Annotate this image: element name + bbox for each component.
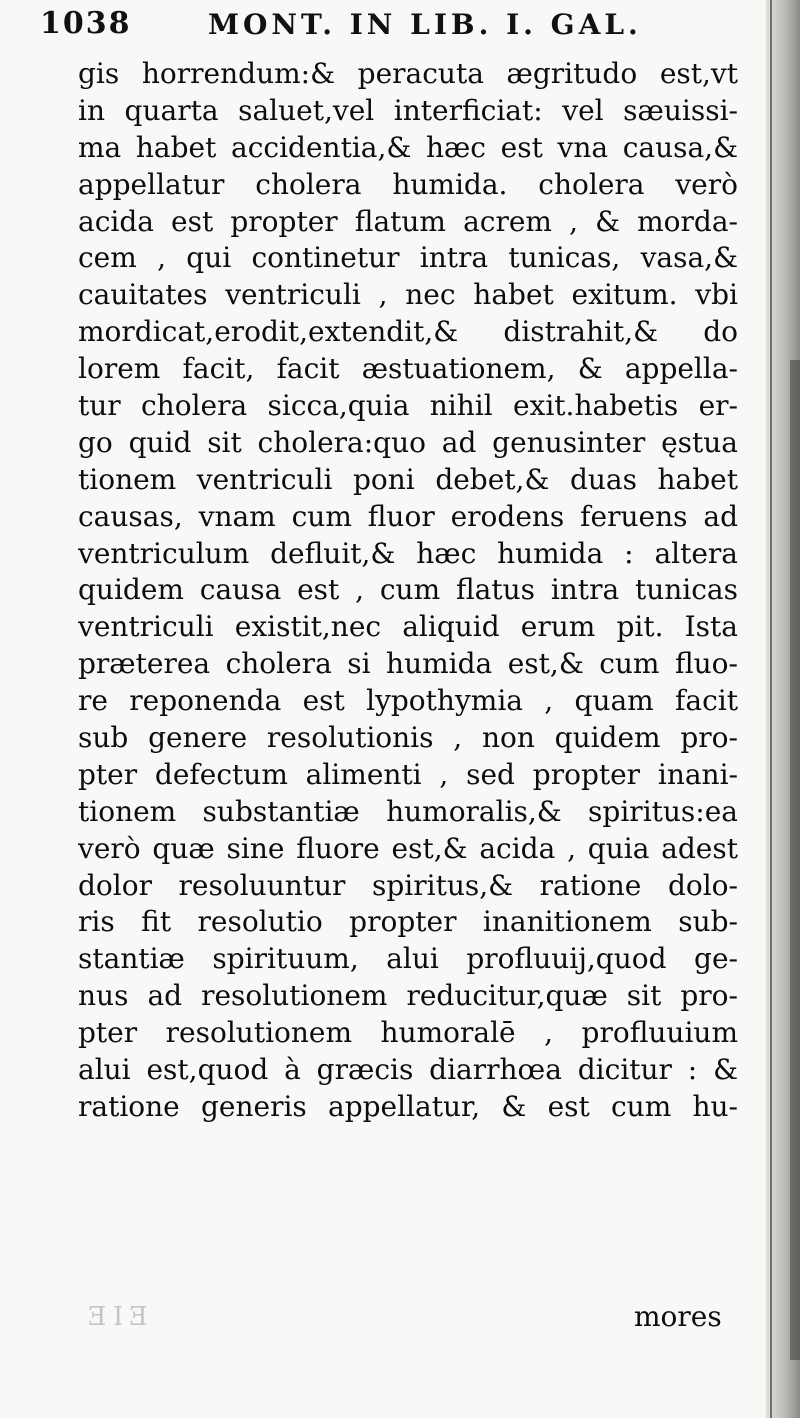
text-line: quidem causa est , cum flatus intra tunicas: [78, 573, 738, 607]
text-line: tionem substantiæ humoralis,& spiritus:ea: [78, 794, 738, 828]
body-text: [78, 56, 738, 1126]
text-line: causas, vnam cum fluor erodens feruens ad: [78, 499, 738, 533]
text-line: nus ad resolutionem reducitur,quæ sit pro-: [78, 979, 738, 1013]
text-line: pter resolutionem humoralē , profluuium: [78, 1016, 738, 1050]
page-edge-shadow: [790, 360, 800, 1360]
text-line: sub genere resolutionis , non quidem pro-: [78, 721, 738, 755]
text-line: ventriculum defluit,& hæc humida : altera: [78, 536, 738, 570]
text-line: verò quæ sine fluore est,& acida , quia adest: [78, 831, 738, 865]
text-line: gis horrendum:& peracuta ægritudo est,vt: [78, 57, 738, 90]
text-line: ventriculi existit,nec aliquid erum pit. Ista: [78, 610, 738, 644]
text-line: tur cholera sicca,quia nihil exit.habetis er-: [78, 389, 738, 423]
catchword: mores: [634, 1300, 722, 1333]
text-line: re reponenda est lypothymia , quam facit: [78, 684, 738, 718]
text-line: lorem facit, facit æstuationem, & appella-: [78, 352, 738, 386]
text-line: pter defectum alimenti , sed propter inani-: [78, 757, 738, 791]
text-line: ratione generis appellatur, & est cum hu-: [78, 1089, 738, 1123]
text-line: cauitates ventriculi , nec habet exitum. vbi: [78, 278, 738, 312]
page-number: 1038: [40, 6, 132, 41]
text-line: appellatur cholera humida. cholera verò: [78, 167, 738, 201]
page-edge-line: [770, 0, 772, 1418]
text-line: acida est propter flatum acrem , & morda-: [78, 204, 738, 238]
bleed-through-mark: ƎIƎ: [88, 1302, 155, 1332]
text-line: cem , qui continetur intra tunicas, vasa,&: [78, 241, 738, 275]
text-line: tionem ventriculi poni debet,& duas habet: [78, 462, 738, 496]
text-line: in quarta saluet,vel interficiat: vel sæuissi-: [78, 93, 738, 127]
text-line: mordicat,erodit,extendit,& distrahit,& do: [78, 315, 738, 349]
text-line: ris fit resolutio propter inanitionem sub-: [78, 905, 738, 939]
running-head: MONT. IN LIB. I. GAL.: [208, 8, 642, 41]
page-header: [40, 6, 760, 46]
text-line: præterea cholera si humida est,& cum fluo-: [78, 647, 738, 681]
text-line: alui est,quod à græcis diarrhœa dicitur : &: [78, 1053, 738, 1087]
text-line: go quid sit cholera:quo ad genusinter ęstua: [78, 425, 738, 459]
text-line: stantiæ spirituum, alui profluuij,quod ge-: [78, 942, 738, 976]
text-line: dolor resoluuntur spiritus,& ratione dolo-: [78, 868, 738, 902]
text-line: ma habet accidentia,& hæc est vna causa,&: [78, 130, 738, 164]
